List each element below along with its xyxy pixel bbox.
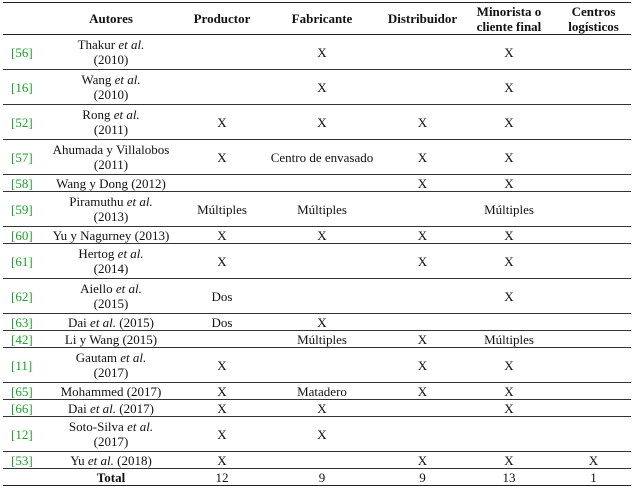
- author-line1: [41, 332, 181, 347]
- cell-productor: [183, 331, 261, 348]
- author-cell: [39, 279, 183, 314]
- author-line1: [41, 350, 181, 365]
- author-cell: [39, 244, 183, 279]
- table-row: [3, 70, 631, 105]
- cell-centros: [556, 348, 631, 383]
- author-line1: [41, 228, 181, 243]
- author-cell: [39, 105, 183, 140]
- cell-fabricante: Múltiples: [261, 331, 383, 348]
- cell-distribuidor: X: [383, 452, 462, 469]
- author-name: Wang: [81, 72, 112, 87]
- author-cell: [39, 348, 183, 383]
- header-distribuidor: Distribuidor: [387, 11, 458, 26]
- cell-centros: [556, 314, 631, 331]
- cell-minorista: [462, 314, 556, 331]
- author-name: Aiello: [80, 281, 113, 296]
- header-minorista-line1: Minorista o: [476, 3, 542, 19]
- cell-productor: X: [183, 400, 261, 417]
- table-row: [3, 105, 631, 140]
- cell-productor: Múltiples: [183, 192, 261, 227]
- cell-fabricante: X: [261, 35, 383, 70]
- author-cell: [39, 227, 183, 244]
- citation-ref-link[interactable]: [65]: [3, 383, 39, 400]
- author-cell: [39, 70, 183, 105]
- cell-centros: [556, 175, 631, 192]
- cell-distribuidor: [383, 70, 462, 105]
- cell-distribuidor: X: [383, 383, 462, 400]
- author-year: (2017): [116, 400, 154, 416]
- author-line1: [41, 315, 181, 330]
- author-name: Hertog: [78, 246, 115, 261]
- citation-ref-link[interactable]: [63]: [3, 314, 39, 331]
- authors-comparison-table: [3, 2, 631, 486]
- citation-ref-link[interactable]: [11]: [3, 348, 39, 383]
- cell-distribuidor: X: [383, 105, 462, 140]
- author-year: (2013): [93, 209, 129, 224]
- author-cell: [39, 175, 183, 192]
- citation-ref-link[interactable]: [56]: [3, 35, 39, 70]
- author-cell: [39, 417, 183, 452]
- author-cell: [39, 140, 183, 175]
- citation-ref-link[interactable]: [60]: [3, 227, 39, 244]
- cell-productor: X: [183, 244, 261, 279]
- author-etal: et al.: [112, 281, 142, 296]
- header-centros: [556, 3, 631, 35]
- author-line1: [41, 246, 181, 261]
- table-row: [3, 400, 631, 417]
- cell-centros: [556, 417, 631, 452]
- table-row: [3, 348, 631, 383]
- table-row: [3, 140, 631, 175]
- table-row: [3, 175, 631, 192]
- cell-fabricante: [261, 348, 383, 383]
- cell-productor: X: [183, 383, 261, 400]
- author-name: Li y Wang (2015): [64, 331, 158, 347]
- citation-ref-link[interactable]: [53]: [3, 452, 39, 469]
- cell-distribuidor: [383, 279, 462, 314]
- author-name: Piramuthu: [69, 194, 124, 209]
- cell-distribuidor: X: [383, 348, 462, 383]
- author-year: (2018): [113, 452, 152, 468]
- citation-ref-link[interactable]: [66]: [3, 400, 39, 417]
- cell-fabricante: [261, 175, 383, 192]
- cell-centros: [556, 244, 631, 279]
- author-name: Soto-Silva: [68, 419, 124, 434]
- cell-productor: Dos: [183, 279, 261, 314]
- author-name: Gautam: [75, 350, 117, 365]
- author-cell: [39, 192, 183, 227]
- author-year: (2011): [93, 122, 129, 137]
- citation-ref-link[interactable]: [58]: [3, 175, 39, 192]
- cell-productor: X: [183, 140, 261, 175]
- author-etal: et al.: [84, 452, 114, 468]
- author-etal: et al.: [110, 107, 140, 122]
- cell-centros: [556, 35, 631, 70]
- author-name: Ahumada y Villalobos: [52, 142, 170, 157]
- table-row: [3, 452, 631, 469]
- cell-productor: [183, 175, 261, 192]
- cell-productor: [183, 35, 261, 70]
- total-distribuidor: 9: [383, 469, 462, 486]
- cell-productor: X: [183, 452, 261, 469]
- cell-minorista: X: [462, 244, 556, 279]
- table-row: [3, 227, 631, 244]
- citation-ref-link[interactable]: [61]: [3, 244, 39, 279]
- cell-distribuidor: [383, 314, 462, 331]
- author-etal: et al.: [116, 350, 147, 365]
- cell-minorista: X: [462, 279, 556, 314]
- author-year: (2017): [93, 434, 129, 449]
- cell-minorista: X: [462, 35, 556, 70]
- author-year: (2014): [93, 261, 129, 276]
- author-line1: [41, 37, 181, 52]
- author-etal: et al.: [86, 400, 117, 416]
- cell-minorista: Múltiples: [462, 331, 556, 348]
- header-centros-line2: logísticos: [568, 18, 619, 34]
- cell-minorista: X: [462, 400, 556, 417]
- author-etal: et al.: [114, 246, 144, 261]
- cell-centros: [556, 400, 631, 417]
- total-fabricante: 9: [261, 469, 383, 486]
- cell-fabricante: Múltiples: [261, 192, 383, 227]
- author-cell: [39, 35, 183, 70]
- cell-distribuidor: X: [383, 140, 462, 175]
- cell-centros: [556, 105, 631, 140]
- table-row: [3, 244, 631, 279]
- cell-minorista: X: [462, 383, 556, 400]
- cell-centros: [556, 70, 631, 105]
- cell-centros: [556, 383, 631, 400]
- cell-distribuidor: [383, 417, 462, 452]
- total-row: [3, 469, 631, 486]
- cell-distribuidor: X: [383, 331, 462, 348]
- cell-productor: [183, 70, 261, 105]
- citation-ref-link[interactable]: [12]: [3, 417, 39, 452]
- cell-fabricante: Centro de envasado: [261, 140, 383, 175]
- total-centros: 1: [556, 469, 631, 486]
- table-row: [3, 417, 631, 452]
- cell-productor: X: [183, 105, 261, 140]
- total-label: Total: [39, 469, 183, 486]
- total-productor: 12: [183, 469, 261, 486]
- author-year: (2010): [93, 52, 129, 67]
- author-year: (2015): [93, 296, 129, 311]
- table-row: [3, 314, 631, 331]
- author-etal: et al.: [111, 72, 141, 87]
- table-row: [3, 35, 631, 70]
- cell-centros: [556, 227, 631, 244]
- cell-distribuidor: X: [383, 175, 462, 192]
- cell-distribuidor: X: [383, 227, 462, 244]
- header-autores: Autores: [89, 11, 133, 26]
- header-minorista-line2: cliente final: [476, 18, 542, 34]
- author-cell: [39, 314, 183, 331]
- total-empty-cell: [3, 469, 39, 486]
- author-line1: [41, 176, 181, 191]
- author-line1: [41, 107, 181, 122]
- table-body: [3, 35, 631, 486]
- author-year: (2015): [116, 314, 154, 330]
- header-fabricante: Fabricante: [291, 11, 353, 26]
- author-etal: et al.: [115, 37, 145, 52]
- cell-productor: Dos: [183, 314, 261, 331]
- cell-minorista: X: [462, 140, 556, 175]
- cell-distribuidor: [383, 192, 462, 227]
- author-name: Mohammed (2017): [60, 383, 162, 399]
- cell-productor: X: [183, 348, 261, 383]
- cell-minorista: X: [462, 452, 556, 469]
- comparison-table-container: [3, 2, 631, 486]
- table-row: [3, 383, 631, 400]
- cell-fabricante: [261, 279, 383, 314]
- cell-productor: X: [183, 417, 261, 452]
- cell-fabricante: [261, 452, 383, 469]
- author-year: (2011): [93, 157, 129, 172]
- total-minorista: 13: [462, 469, 556, 486]
- author-line1: [41, 453, 181, 468]
- author-line1: [41, 401, 181, 416]
- header-centros-line1: Centros: [571, 3, 616, 19]
- header-ref: [3, 3, 39, 35]
- cell-fabricante: X: [261, 400, 383, 417]
- header-productor: Productor: [193, 11, 251, 26]
- author-line1: [41, 281, 181, 296]
- cell-centros: [556, 140, 631, 175]
- cell-fabricante: [261, 244, 383, 279]
- author-line1: [41, 194, 181, 209]
- author-etal: et al.: [123, 419, 154, 434]
- author-etal: et al.: [123, 194, 153, 209]
- cell-fabricante: X: [261, 227, 383, 244]
- citation-ref-link[interactable]: [16]: [3, 70, 39, 105]
- author-name: Thakur: [77, 37, 116, 52]
- author-year: (2017): [93, 365, 129, 380]
- cell-centros: [556, 279, 631, 314]
- cell-minorista: X: [462, 70, 556, 105]
- author-line1: [41, 419, 181, 434]
- cell-minorista: X: [462, 175, 556, 192]
- cell-fabricante: X: [261, 70, 383, 105]
- cell-distribuidor: [383, 400, 462, 417]
- author-name: Yu: [70, 452, 85, 468]
- author-line1: [41, 384, 181, 399]
- author-cell: [39, 383, 183, 400]
- author-year: (2010): [93, 87, 129, 102]
- table-header-row: [3, 3, 631, 35]
- author-etal: et al.: [86, 314, 117, 330]
- author-name: Wang y Dong (2012): [56, 175, 166, 191]
- author-cell: [39, 400, 183, 417]
- cell-centros: [556, 331, 631, 348]
- table-row: [3, 279, 631, 314]
- cell-fabricante: X: [261, 417, 383, 452]
- citation-ref-link[interactable]: [57]: [3, 140, 39, 175]
- cell-fabricante: Matadero: [261, 383, 383, 400]
- cell-distribuidor: [383, 35, 462, 70]
- author-cell: [39, 452, 183, 469]
- cell-minorista: X: [462, 348, 556, 383]
- author-name: Rong: [82, 107, 111, 122]
- cell-centros: [556, 192, 631, 227]
- author-line1: [41, 72, 181, 87]
- cell-minorista: Múltiples: [462, 192, 556, 227]
- author-name: Dai: [68, 314, 87, 330]
- author-cell: [39, 331, 183, 348]
- author-line1: [41, 142, 181, 157]
- cell-centros: X: [556, 452, 631, 469]
- citation-ref-link[interactable]: [52]: [3, 105, 39, 140]
- table-row: [3, 331, 631, 348]
- cell-productor: X: [183, 227, 261, 244]
- citation-ref-link[interactable]: [62]: [3, 279, 39, 314]
- cell-fabricante: X: [261, 105, 383, 140]
- cell-distribuidor: X: [383, 244, 462, 279]
- cell-minorista: X: [462, 227, 556, 244]
- citation-ref-link[interactable]: [42]: [3, 331, 39, 348]
- cell-minorista: X: [462, 105, 556, 140]
- author-name: Yu y Nagurney (2013): [52, 227, 170, 243]
- author-name: Dai: [68, 400, 87, 416]
- header-minorista: [462, 3, 556, 35]
- cell-fabricante: X: [261, 314, 383, 331]
- table-row: [3, 192, 631, 227]
- citation-ref-link[interactable]: [59]: [3, 192, 39, 227]
- cell-minorista: [462, 417, 556, 452]
